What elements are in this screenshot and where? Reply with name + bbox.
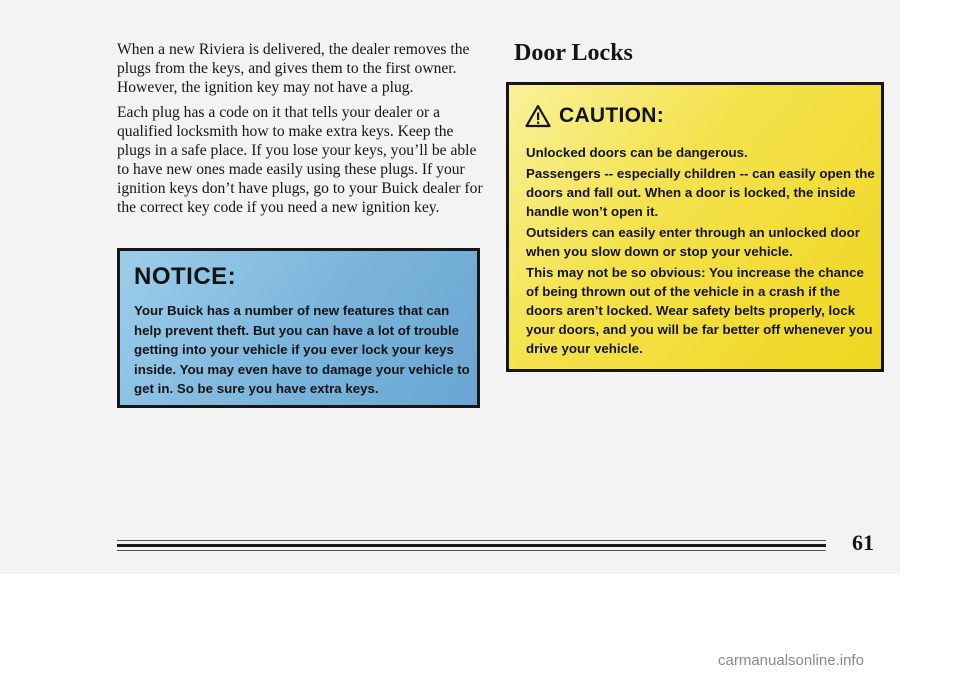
warning-triangle-icon [525,104,551,128]
section-title-door-locks: Door Locks [514,40,633,66]
caution-header [525,104,664,128]
key-plugs-text [117,40,487,223]
caution-paragraph-3: Outsiders can easily enter through an unlocked door when you slow down or stop your vehicle. [526,225,860,259]
footer-rule-thin-top [117,540,826,541]
watermark-text: carmanualsonline.info [718,652,864,669]
caution-body [526,143,876,360]
paragraph-delivery: When a new Riviera is delivered, the dealer removes the plugs from the keys, and gives them to the first owner. However, the ignition key may not have a plug. [117,41,470,96]
caution-box [506,82,884,372]
notice-box [117,248,480,408]
footer-rule-thick [117,544,826,547]
footer-rule-thin-bottom [117,550,826,551]
caution-paragraph-2: Passengers -- especially children -- can easily open the doors and fall out. When a door is locked, the inside handle won’t open it. [526,166,875,219]
paragraph-plug-code: Each plug has a code on it that tells your dealer or a qualified locksmith how to make extra keys. Keep the plugs in a safe place. If you lose your keys, you’ll be able to have new ones made easily using these plugs. If your ignition keys don’t have plugs, go to your Buick dealer for the correct key code if you need a new ignition key. [117,104,483,216]
caution-paragraph-4: This may not be so obvious: You increase the chance of being thrown out of the vehicle in a crash if the doors aren’t locked. Wear safety belts properly, lock your doors, and you will be far better off whenever you drive your vehicle. [526,265,873,356]
page-number: 61 [852,530,874,555]
notice-body: Your Buick has a number of new features that can help prevent theft. But you can have a lot of trouble getting into your vehicle if you ever lock your keys inside. You may even have to damage your vehicle to get in. So be sure you have extra keys. [134,303,470,396]
caution-paragraph-1: Unlocked doors can be dangerous. [526,145,748,160]
notice-title: NOTICE: [134,263,237,290]
footer-rule [117,540,826,552]
caution-title: CAUTION: [559,104,665,127]
